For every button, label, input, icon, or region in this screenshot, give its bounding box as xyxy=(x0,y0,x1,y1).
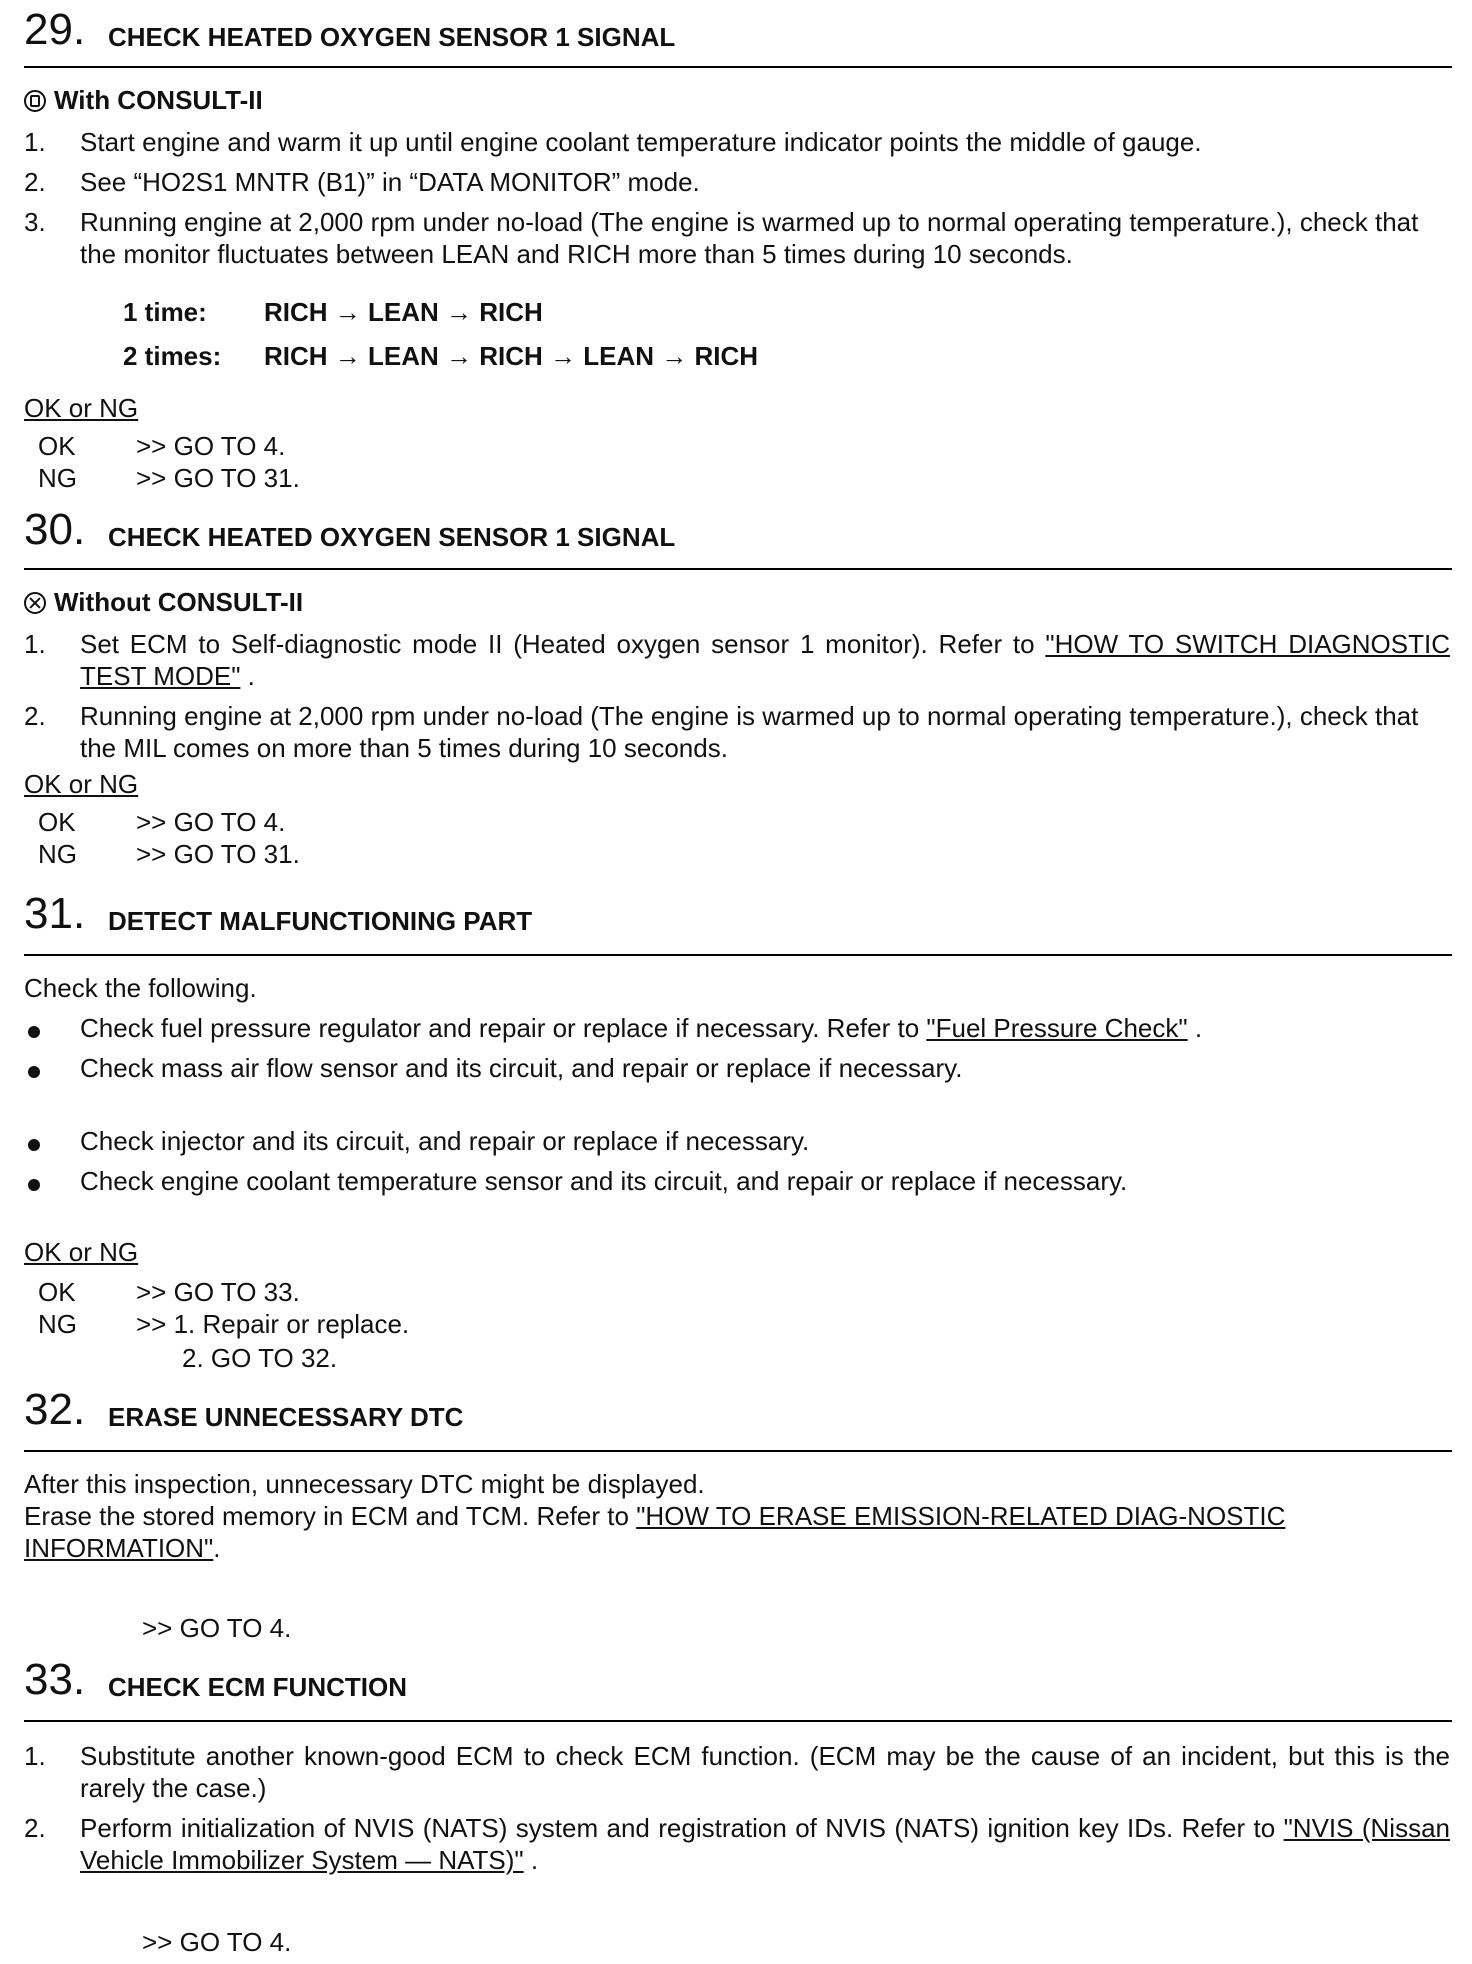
switch-diagnostic-mode-link[interactable]: "HOW TO SWITCH DIAGNOSTIC TEST MODE" xyxy=(80,629,1451,691)
section-title: ERASE UNNECESSARY DTC xyxy=(108,1402,464,1432)
section-title: CHECK ECM FUNCTION xyxy=(108,1672,407,1702)
step-text: Running engine at 2,000 rpm under no-load (The engine is warmed up to normal operating temperature.), check that the MIL comes on more than 5 times during 10 seconds. xyxy=(80,701,1419,763)
step-text: See “HO2S1 MNTR (B1)” in “DATA MONITOR” mode. xyxy=(80,167,700,197)
section-32 xyxy=(24,1384,1452,1643)
step-number: 2. xyxy=(24,1813,46,1843)
result-action: >> GO TO 4. xyxy=(136,807,286,837)
paragraph: After this inspection, unnecessary DTC might be displayed. xyxy=(24,1469,705,1499)
paragraph: Erase the stored memory in ECM and TCM. Refer to "HOW TO ERASE EMISSION-RELATED DIAG-NOSTIC INFORMATION". xyxy=(24,1501,1286,1563)
ok-or-ng-label: OK or NG xyxy=(24,769,139,799)
cycle-sequence: RICH → LEAN → RICH xyxy=(264,297,543,327)
result-action: >> GO TO 4. xyxy=(136,431,286,461)
result-action: >> GO TO 33. xyxy=(136,1277,300,1307)
section-number: 33. xyxy=(24,1655,86,1704)
ok-or-ng-label: OK or NG xyxy=(24,393,139,423)
step-text: Set ECM to Self-diagnostic mode II (Heated oxygen sensor 1 monitor). Refer to "HOW TO SWITCH DIAGNOSTIC TEST MODE" . xyxy=(80,629,1451,691)
section-31-heading xyxy=(24,886,1452,956)
section-number: 31. xyxy=(24,889,86,938)
section-30-heading xyxy=(24,502,1452,570)
result-key: OK xyxy=(38,431,76,461)
section-31 xyxy=(24,886,1452,1373)
step-text: Start engine and warm it up until engine coolant temperature indicator points the middle of gauge. xyxy=(80,127,1202,157)
result-key: OK xyxy=(38,1277,76,1307)
ok-or-ng-label: OK or NG xyxy=(24,1237,139,1267)
consult-mode: Without CONSULT-II xyxy=(24,586,303,618)
step-number: 1. xyxy=(24,629,46,659)
result-key: OK xyxy=(38,807,76,837)
erase-diagnostic-info-link[interactable]: "HOW TO ERASE EMISSION-RELATED DIAG-NOSTIC INFORMATION" xyxy=(24,1501,1286,1563)
nvis-nats-link[interactable]: "NVIS (Nissan Vehicle Immobilizer System — NATS)" xyxy=(80,1813,1450,1875)
result-action: >> GO TO 4. xyxy=(142,1927,292,1957)
section-32-heading xyxy=(24,1384,1452,1452)
step-number: 2. xyxy=(24,701,46,731)
bullet-text: Check injector and its circuit, and repair or replace if necessary. xyxy=(80,1126,810,1156)
step-text: Running engine at 2,000 rpm under no-load (The engine is warmed up to normal operating temperature.), check that the monitor fluctuates between LEAN and RICH more than 5 times during 10 seconds. xyxy=(80,207,1419,269)
section-29 xyxy=(24,0,1452,493)
section-33 xyxy=(24,1654,1452,1957)
section-30 xyxy=(24,502,1452,869)
intro-text: Check the following. xyxy=(24,973,257,1003)
result-action: >> GO TO 31. xyxy=(136,463,300,493)
bullet-text: Check engine coolant temperature sensor and its circuit, and repair or replace if necessary. xyxy=(80,1166,1128,1196)
bullet xyxy=(28,1026,40,1038)
consult-mode: With CONSULT-II xyxy=(24,84,263,116)
section-33-heading xyxy=(24,1654,1452,1722)
bullet xyxy=(28,1139,40,1151)
section-title: CHECK HEATED OXYGEN SENSOR 1 SIGNAL xyxy=(108,22,676,52)
section-number: 30. xyxy=(24,505,86,554)
result-action: >> GO TO 4. xyxy=(142,1613,292,1643)
section-number: 32. xyxy=(24,1385,86,1434)
no-consult-icon xyxy=(24,592,46,614)
section-number: 29. xyxy=(24,5,86,54)
fuel-pressure-check-link[interactable]: "Fuel Pressure Check" xyxy=(926,1013,1188,1043)
step-text: Perform initialization of NVIS (NATS) system and registration of NVIS (NATS) ignition key IDs. Refer to "NVIS (Nissan Vehicle Immobilizer System — NATS)" . xyxy=(80,1813,1450,1875)
step-number: 2. xyxy=(24,167,46,197)
result-action-cont: 2. GO TO 32. xyxy=(182,1343,338,1373)
step-number: 1. xyxy=(24,127,46,157)
consult-tool-icon xyxy=(24,90,46,112)
step-text: Substitute another known-good ECM to check ECM function. (ECM may be the cause of an incident, but this is the rarely the case.) xyxy=(80,1741,1450,1803)
step-number: 1. xyxy=(24,1741,46,1771)
section-title: DETECT MALFUNCTIONING PART xyxy=(108,906,533,936)
cycle-label: 1 time: xyxy=(123,297,207,327)
result-key: NG xyxy=(38,463,77,493)
result-key: NG xyxy=(38,839,77,869)
bullet xyxy=(28,1066,40,1078)
section-29-heading xyxy=(24,0,1452,68)
section-title: CHECK HEATED OXYGEN SENSOR 1 SIGNAL xyxy=(108,522,676,552)
result-action: >> 1. Repair or replace. xyxy=(136,1309,410,1339)
result-action: >> GO TO 31. xyxy=(136,839,300,869)
bullet-text: Check fuel pressure regulator and repair or replace if necessary. Refer to "Fuel Pressure Check" . xyxy=(80,1013,1203,1043)
bullet xyxy=(28,1179,40,1191)
cycle-label: 2 times: xyxy=(123,341,222,371)
result-key: NG xyxy=(38,1309,77,1339)
cycle-sequence: RICH → LEAN → RICH → LEAN → RICH xyxy=(264,341,758,371)
step-number: 3. xyxy=(24,207,46,237)
bullet-text: Check mass air flow sensor and its circuit, and repair or replace if necessary. xyxy=(80,1053,963,1083)
